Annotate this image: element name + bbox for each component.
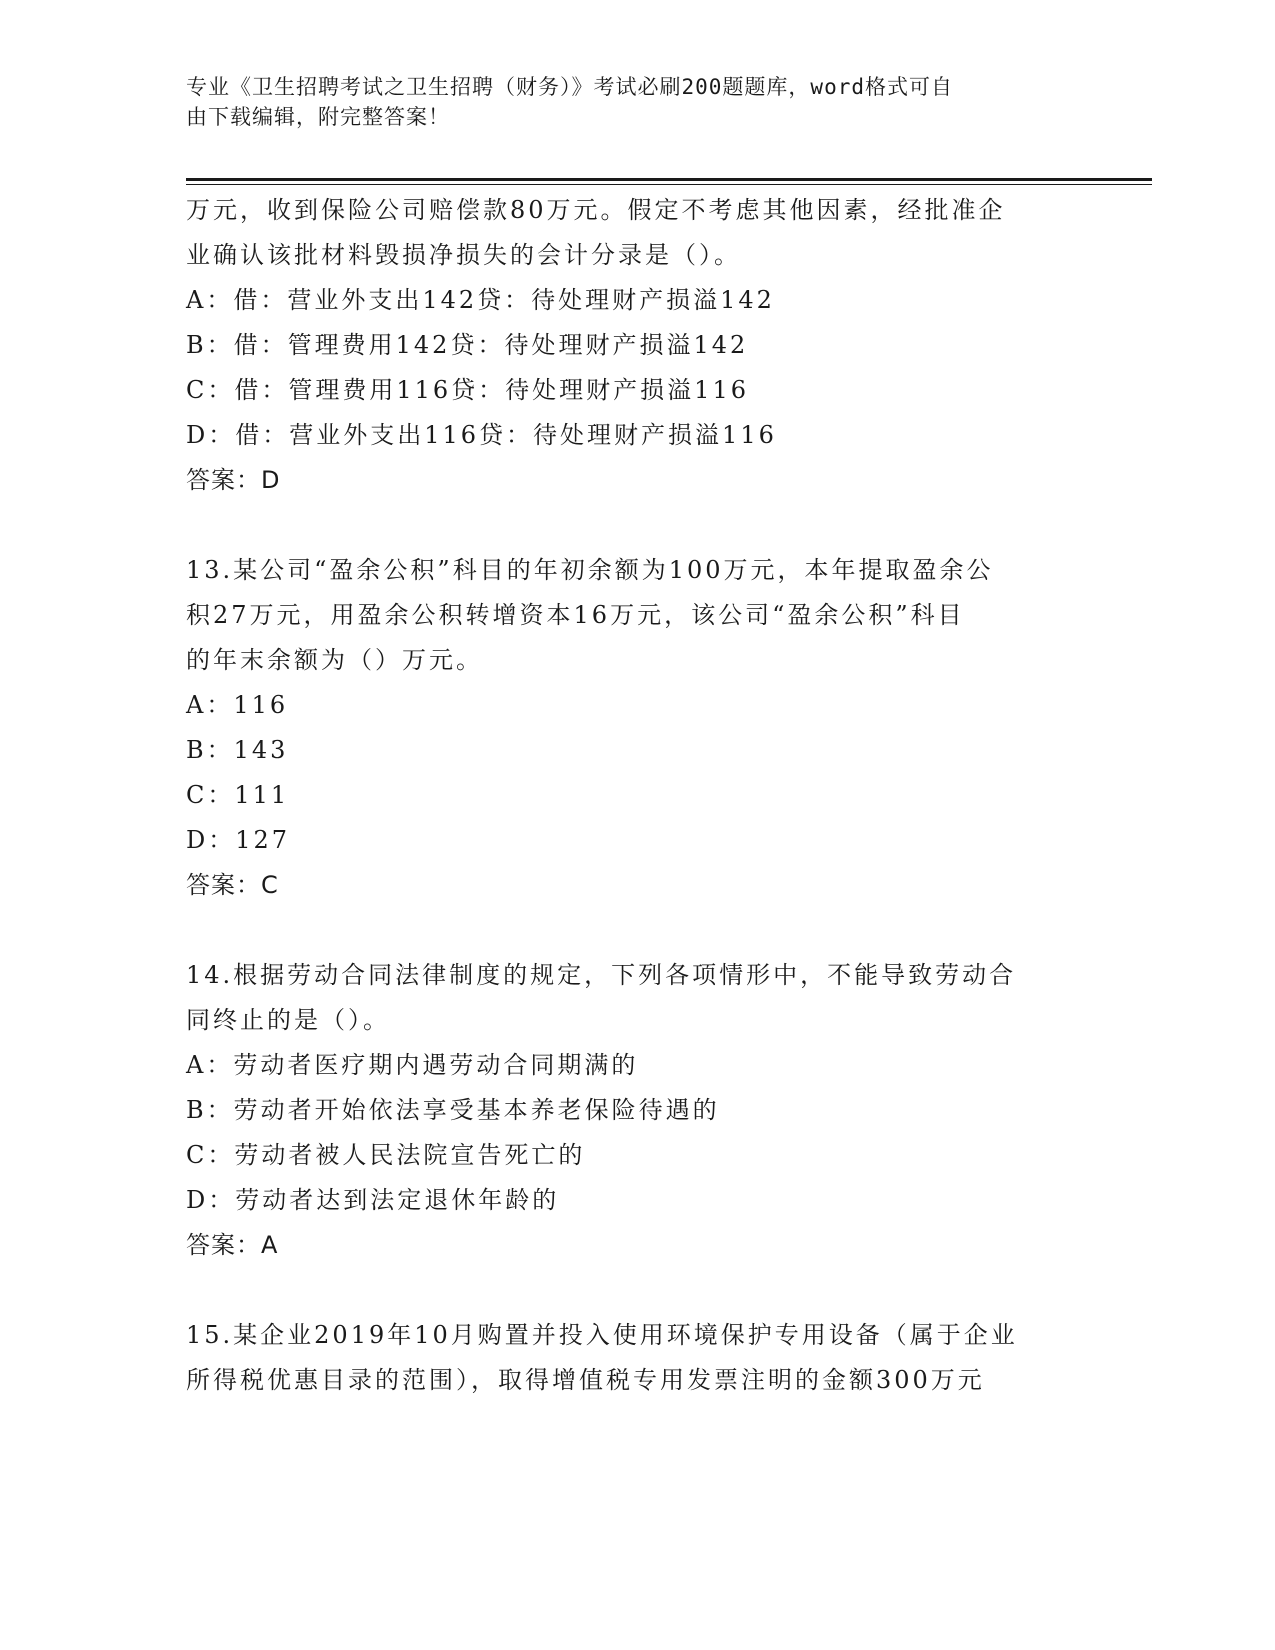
question-14-option-b: B：劳动者开始依法享受基本养老保险待遇的 — [186, 1096, 720, 1124]
document-header — [186, 72, 1066, 132]
question-12-option-b: B：借：管理费用142贷：待处理财产损溢142 — [186, 331, 749, 359]
question-list — [186, 188, 1086, 1403]
question-14-answer: 答案：A — [186, 1231, 279, 1259]
question-spacer — [186, 908, 1086, 953]
question-spacer — [186, 503, 1086, 548]
question-14-stem-line-1: 14.根据劳动合同法律制度的规定，下列各项情形中，不能导致劳动合 — [186, 961, 1017, 989]
question-12-answer: 答案：D — [186, 466, 281, 494]
question-spacer — [186, 1268, 1086, 1313]
question-15-stem-line-1: 15.某企业2019年10月购置并投入使用环境保护专用设备（属于企业 — [186, 1321, 1018, 1349]
question-13-stem-line-2: 积27万元，用盈余公积转增资本16万元，该公司“盈余公积”科目 — [186, 601, 965, 629]
question-14-option-d: D：劳动者达到法定退休年龄的 — [186, 1186, 560, 1214]
header-title-line-1: 专业《卫生招聘考试之卫生招聘（财务）》考试必刷200题题库，word格式可自 — [186, 75, 953, 99]
question-15-stem-line-2: 所得税优惠目录的范围），取得增值税专用发票注明的金额300万元 — [186, 1366, 985, 1394]
question-12-continued — [186, 188, 1086, 503]
question-12-option-c: C：借：管理费用116贷：待处理财产损溢116 — [186, 376, 749, 404]
question-15 — [186, 1313, 1086, 1403]
question-12-option-a: A：借：营业外支出142贷：待处理财产损溢142 — [186, 286, 775, 314]
question-13-stem-line-3: 的年末余额为（）万元。 — [186, 646, 483, 674]
question-13-answer: 答案：C — [186, 871, 279, 899]
question-14 — [186, 953, 1086, 1268]
question-14-option-c: C：劳动者被人民法院宣告死亡的 — [186, 1141, 586, 1169]
question-12-option-d: D：借：营业外支出116贷：待处理财产损溢116 — [186, 421, 777, 449]
question-12-stem-line-1: 万元，收到保险公司赔偿款80万元。假定不考虑其他因素，经批准企 — [186, 196, 1006, 224]
question-13-option-a: A：116 — [186, 691, 289, 719]
question-13-option-d: D：127 — [186, 826, 291, 854]
header-divider-thick — [186, 178, 1152, 181]
question-12-stem-line-2: 业确认该批材料毁损净损失的会计分录是（）。 — [186, 241, 741, 269]
question-13-option-c: C：111 — [186, 781, 290, 809]
question-13-option-b: B：143 — [186, 736, 289, 764]
header-divider-thin — [186, 184, 1152, 185]
question-14-option-a: A：劳动者医疗期内遇劳动合同期满的 — [186, 1051, 639, 1079]
header-title-line-2: 由下载编辑，附完整答案！ — [186, 105, 450, 129]
question-14-stem-line-2: 同终止的是（）。 — [186, 1006, 390, 1034]
question-13 — [186, 548, 1086, 908]
question-13-stem-line-1: 13.某公司“盈余公积”科目的年初余额为100万元，本年提取盈余公 — [186, 556, 994, 584]
